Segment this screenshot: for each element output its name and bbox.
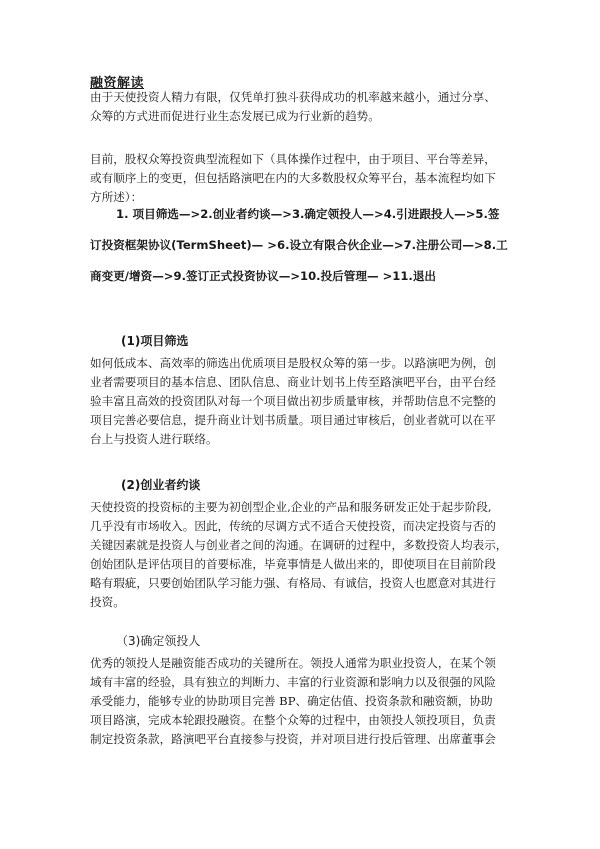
section-line: 域有丰富的经验，具有独立的判断力、丰富的行业资源和影响力以及很强的风险 — [90, 675, 496, 689]
process-flow-line: 商变更/增资—>9.签订正式投资协议—>10.投后管理— >11.退出 — [90, 269, 437, 283]
section-paragraph-project-screening — [90, 354, 510, 449]
section-line: 略有瑕疵，只要创始团队学习能力强、有格局、有诚信，投资人也愿意对其进行 — [90, 576, 496, 590]
process-intro-line: 方所述）： — [90, 190, 143, 204]
process-intro-paragraph — [90, 150, 510, 207]
section-line: 制定投资条款，路演吧平台直接参与投资，并对项目进行投后管理、出席董事会 — [90, 732, 496, 746]
section-line: 天使投资的投资标的主要为初创型企业,企业的产品和服务研发正处于起步阶段, — [90, 500, 492, 514]
section-line: 业者需要项目的基本信息、团队信息、商业计划书上传至路演吧平台，由平台经 — [90, 375, 496, 389]
process-intro-line: 或有顺序上的变更，但包括路演吧在内的大多数股权众筹平台，基本流程均如下 — [90, 171, 496, 185]
section-line: 关键因素就是投资人与创业者之间的沟通。在调研的过程中，多数投资人均表示， — [90, 538, 508, 552]
intro-paragraph — [90, 88, 510, 126]
section-line: 创始团队是评估项目的首要标准，毕竟事情是人做出来的，即使项目在目前阶段 — [90, 557, 496, 571]
section-heading-project-screening: (1)项目筛选 — [121, 334, 189, 348]
section-line: 台上与投资人进行联络。 — [90, 432, 218, 446]
process-intro-line: 目前，股权众筹投资典型流程如下（具体操作过程中，由于项目、平台等差异， — [90, 152, 496, 166]
section-line: 验丰富且高效的投资团队对每一个项目做出初步质量审核，并帮助信息不完整的 — [90, 394, 496, 408]
section-paragraph-lead-investor — [90, 654, 510, 749]
section-heading-lead-investor: （3)确定领投人 — [116, 634, 201, 648]
intro-line: 由于天使投资人精力有限，仅凭单打独斗获得成功的机率越来越小，通过分享、 — [90, 90, 496, 104]
section-paragraph-founder-interview — [90, 498, 510, 612]
process-flow-line: 订投资框架协议(TermSheet)— >6.设立有限合伙企业—>7.注册公司—>8.工 — [90, 238, 508, 252]
section-line: 几乎没有市场收入。因此，传统的尽调方式不适合天使投资，而决定投资与否的 — [90, 519, 496, 533]
section-line: 优秀的领投人是融资能否成功的关键所在。领投人通常为职业投资人，在某个领 — [90, 656, 496, 670]
section-line: 项目路演，完成本轮跟投融资。在整个众筹的过程中，由领投人领投项目，负责 — [90, 713, 496, 727]
intro-line: 众筹的方式进而促进行业生态发展已成为行业新的趋势。 — [90, 109, 380, 123]
process-flow-line: 1. 项目筛选—>2.创业者约谈—>3.确定领投人—>4.引进跟投人—>5.签 — [116, 207, 500, 221]
section-line: 如何低成本、高效率的筛选出优质项目是股权众筹的第一步。以路演吧为例，创 — [90, 356, 496, 370]
section-line: 承受能力，能够专业的协助项目完善 BP、确定估值、投资条款和融资额，协助 — [90, 694, 493, 708]
section-heading-founder-interview: (2)创业者约谈 — [121, 478, 201, 492]
document-title: 融资解读 — [90, 76, 145, 91]
section-line: 项目完善必要信息，提升商业计划书质量。项目通过审核后，创业者就可以在平 — [90, 413, 496, 427]
section-line: 投资。 — [90, 595, 125, 609]
